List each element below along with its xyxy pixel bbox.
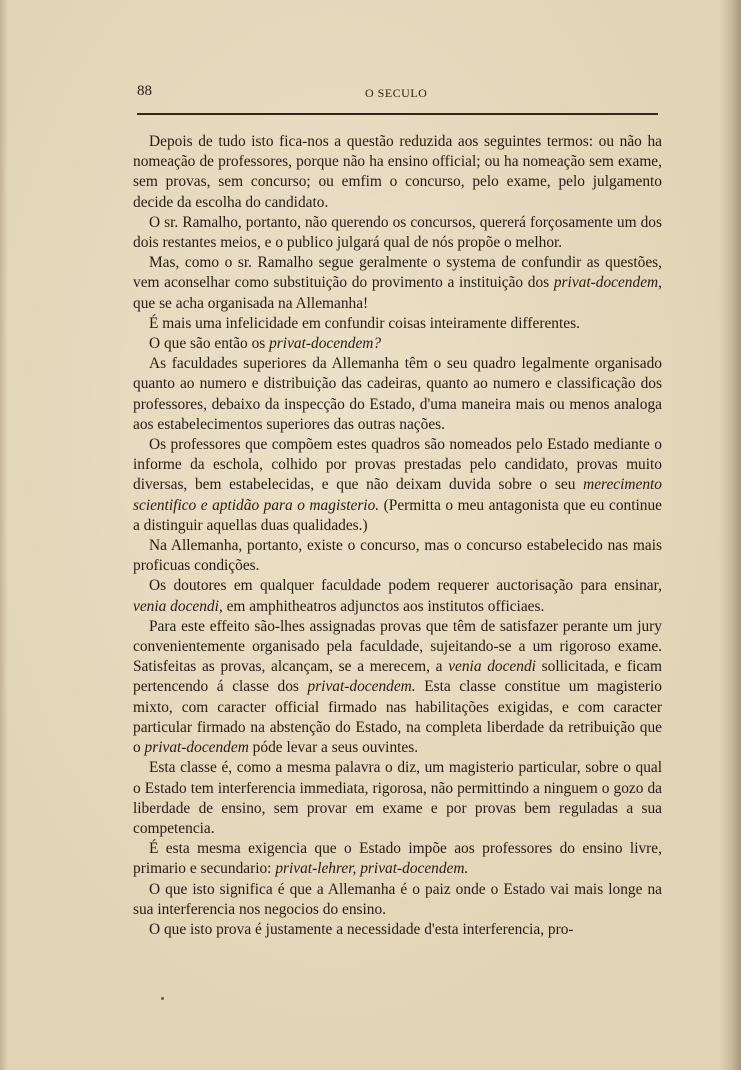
paragraph (133, 213, 662, 253)
text-run: Depois de tudo isto fica-nos a questão reduzida aos seguintes termos: ou não ha nomeação de professores, porque não ha ensino official; ou ha nomeação sem exame, sem provas, sem concurso; ou emfim o concurso, pelo exame, pelo julgamento decide da escolha do candidato. (133, 133, 662, 211)
text-run: sollicitada, e ficam pertencendo á classe dos (133, 658, 662, 696)
paragraph (133, 880, 662, 920)
paragraph (133, 435, 662, 536)
text-run: , que se acha organisada na Allemanha! (133, 274, 662, 312)
text-run: Os doutores em qualquer faculdade podem requerer auctorisação para ensinar, (149, 577, 662, 595)
page-header (137, 81, 657, 105)
paragraph (133, 132, 662, 213)
paper-speck (161, 997, 164, 1000)
text-run: O sr. Ramalho, portanto, não querendo os concursos, quererá forçosamente um dos dois restantes meios, e o publico julgará qual de nós propõe o melhor. (133, 213, 662, 252)
italic-text: privat-docendem. (307, 678, 416, 696)
italic-text: privat-docendem (553, 274, 659, 292)
paragraph (133, 617, 662, 758)
page-edge-left (0, 0, 8, 1070)
page-number: 88 (137, 83, 152, 99)
text-run: póde levar a seus ouvintes. (248, 739, 419, 757)
text-run: O que isto significa é que a Allemanha é o paiz onde o Estado vai mais longe na sua interferencia nos negocios do ensino. (133, 880, 662, 918)
text-run: O que isto prova é justamente a necessidade d'esta interferencia, pro- (149, 920, 574, 938)
italic-text: merecimento scientifico e aptidão para o magisterio. (133, 476, 662, 514)
paragraph (133, 758, 662, 839)
paragraph (133, 576, 662, 616)
text-run: Esta classe constitue um magisterio mixto, com caracter official firmado nas habilitações exigidas, e com caracter particular firmado na abstenção do Estado, na completa liberdade da retribuição que o (133, 678, 662, 757)
text-run: É esta mesma exigencia que o Estado impõe aos professores do ensino livre, primario e secundario: (133, 840, 662, 878)
paragraph (133, 354, 662, 435)
text-run: Na Allemanha, portanto, existe o concurso, mas o concurso estabelecido nas mais proficuas condições. (133, 537, 662, 575)
text-run: (Permitta o meu antagonista que eu continue a distinguir aquellas duas qualidades.) (133, 496, 662, 534)
body-text (133, 132, 662, 940)
text-run: As faculdades superiores da Allemanha têm o seu quadro legalmente organisado quanto ao numero e distribuição das cadeiras, quanto ao numero e classificação dos professores, debaixo da inspecção do Estado, d'uma maneira mais ou menos analoga aos estabelecimentos superiores das outras nações. (133, 355, 662, 433)
text-run: Esta classe é, como a mesma palavra o diz, um magisterio particular, sobre o qual o Estado tem interferencia immediata, rigorosa, não permittindo a ninguem o gozo da liberdade de ensino, sem provar em exame e por provas bem reguladas a sua competencia. (133, 759, 662, 837)
paragraph (133, 334, 662, 354)
header-rule (137, 113, 658, 115)
paragraph (133, 253, 662, 314)
paragraph (133, 536, 662, 576)
text-run: O que são então os (149, 335, 270, 353)
italic-text: privat-docendem (144, 739, 249, 757)
text-run: Mas, como o sr. Ramalho segue geralmente o systema de confundir as questões, vem aconselhar como substituição do provimento a instituição dos (133, 254, 662, 292)
text-run: em amphitheatros adjunctos aos institutos officiaes. (222, 597, 545, 615)
running-title: O SECULO (365, 86, 428, 100)
italic-text: privat-docendem? (269, 335, 382, 353)
paragraph (133, 920, 662, 940)
italic-text: venia docendi, (133, 597, 223, 615)
text-run: Para este effeito são-lhes assignadas provas que têm de satisfazer perante um jury convenientemente organisado pela faculdade, sujeitando-se a um rigoroso exame. Satisfeitas as provas, alcançam, se a merecem, a (133, 617, 662, 676)
text-run: É mais uma infelicidade em confundir coisas inteiramente differentes. (149, 314, 580, 332)
page-edge-right (719, 0, 741, 1070)
italic-text: venia docendi (448, 658, 536, 676)
text-run: Os professores que compõem estes quadros são nomeados pelo Estado mediante o informe da eschola, colhido por provas prestadas pelo candidato, provas muito diversas, bem estabelecidas, e que não deixam duvida sobre o seu (133, 436, 662, 494)
paragraph (133, 839, 662, 879)
paragraph (133, 314, 662, 334)
italic-text: privat-lehrer, privat-docendem. (275, 860, 469, 878)
